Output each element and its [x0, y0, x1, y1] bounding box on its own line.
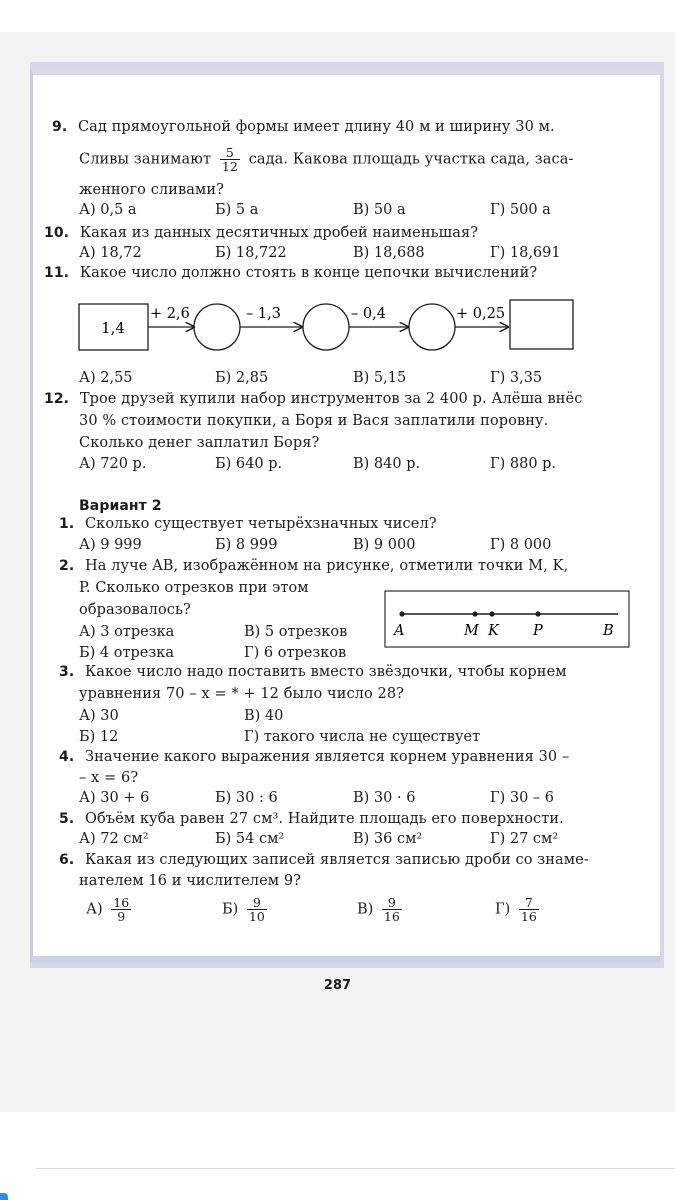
v2-answer-b: Б) 4 отрезка [79, 645, 174, 661]
q9-line2 [79, 146, 573, 173]
q11-circle-3 [409, 304, 455, 350]
v4-answer-c: В) 30 · 6 [353, 790, 416, 806]
v2-label-k: K [488, 623, 499, 639]
v6-answer-c-fraction [382, 896, 402, 923]
v6-text-1: Какая из следующих записей является записью дроби со знаме- [84, 852, 589, 868]
q9-answer-a: А) 0,5 а [79, 202, 137, 218]
v2-label-p: P [533, 623, 543, 639]
v2-point-m [472, 611, 477, 616]
v5-number: 5. [59, 811, 75, 827]
q10-line [44, 225, 478, 241]
v3-number: 3. [59, 664, 75, 680]
v6-answer-c-denominator: 16 [383, 909, 400, 924]
corner-indicator [0, 1193, 8, 1200]
q12-answer-d: Г) 880 р. [490, 456, 557, 472]
v2-point-a [399, 611, 404, 616]
v2-answer-d: Г) 6 отрезков [244, 645, 347, 661]
v1-answer-d: Г) 8 000 [490, 537, 552, 553]
q11-op-1: + 2,6 [150, 306, 190, 322]
v6-answer-d-fraction [519, 896, 539, 923]
v2-line2: P. Сколько отрезков при этом [79, 580, 309, 596]
bottom-divider [36, 1168, 675, 1169]
v6-answer-c-numerator: 9 [382, 896, 402, 910]
v2-label-m: M [464, 623, 479, 639]
q10-answer-c: В) 18,688 [353, 245, 425, 261]
v2-answer-a: А) 3 отрезка [79, 624, 175, 640]
v1-line [59, 516, 437, 532]
v4-number: 4. [59, 749, 75, 765]
q9-line1 [52, 119, 555, 135]
v6-line1 [59, 852, 589, 868]
v2-point-k [489, 611, 494, 616]
page-number: 287 [323, 978, 352, 993]
v6-answer-b-label: Б) [222, 901, 239, 918]
q12-text-1: Трое друзей купили набор инструментов за 2 400 р. Алёша внёс [79, 391, 583, 407]
v6-answer-b [222, 896, 271, 923]
v3-line1 [59, 664, 567, 680]
v3-answer-c: В) 40 [244, 708, 284, 724]
q11-answer-a: А) 2,55 [79, 370, 133, 386]
q11-answer-c: В) 5,15 [353, 370, 407, 386]
v3-answer-a: А) 30 [79, 708, 119, 724]
v1-number: 1. [59, 516, 75, 532]
q9-answer-b: Б) 5 а [215, 202, 259, 218]
q9-answer-c: В) 50 а [353, 202, 406, 218]
v3-text-1: Какое число надо поставить вместо звёздочки, чтобы корнем [84, 664, 567, 680]
v6-answer-a-label: А) [86, 901, 103, 918]
v3-line2: уравнения 70 – x = * + 12 было число 28? [79, 686, 405, 702]
q12-line1 [44, 391, 582, 407]
q11-answer-d: Г) 3,35 [490, 370, 543, 386]
q11-circle-1 [194, 304, 240, 350]
v4-answer-b: Б) 30 : 6 [215, 790, 278, 806]
v4-answer-a: А) 30 + 6 [79, 790, 150, 806]
v1-answer-b: Б) 8 999 [215, 537, 278, 553]
v6-answer-d-denominator: 16 [520, 909, 537, 924]
q9-text-2b: сада. Какова площадь участка сада, заса- [248, 151, 574, 168]
v6-answer-a-denominator: 9 [117, 909, 126, 924]
v6-number: 6. [59, 852, 75, 868]
v6-answer-b-fraction [247, 896, 267, 923]
v4-line2: – x = 6? [79, 770, 139, 786]
q9-text-1: Сад прямоугольной формы имеет длину 40 м и ширину 30 м. [77, 119, 555, 135]
v3-answer-d: Г) такого числа не существует [244, 729, 481, 745]
q11-calculation-chain [0, 290, 675, 365]
q10-answer-d: Г) 18,691 [490, 245, 561, 261]
v6-answer-d-numerator: 7 [519, 896, 539, 910]
v6-answer-d [495, 896, 543, 923]
q12-answer-b: Б) 640 р. [215, 456, 283, 472]
q11-circle-2 [303, 304, 349, 350]
v5-text: Объём куба равен 27 см³. Найдите площадь его поверхности. [84, 811, 564, 827]
v2-point-p [535, 611, 540, 616]
v1-answer-a: А) 9 999 [79, 537, 142, 553]
q9-number: 9. [52, 119, 68, 135]
v2-label-b: B [603, 623, 614, 639]
v6-answer-d-label: Г) [495, 901, 511, 918]
v6-answer-a-numerator: 16 [113, 895, 130, 910]
q11-start-value: 1,4 [101, 319, 125, 337]
q11-op-3: – 0,4 [351, 306, 386, 322]
viewer-bottom-panel [0, 1112, 675, 1200]
v6-answer-c-label: В) [357, 901, 374, 918]
v1-answer-c: В) 9 000 [353, 537, 416, 553]
q9-line3: женного сливами? [79, 182, 225, 198]
q9-answer-d: Г) 500 а [490, 202, 551, 218]
v5-line [59, 811, 564, 827]
q11-op-2: – 1,3 [246, 306, 281, 322]
v2-text-1: На луче AB, изображённом на рисунке, отметили точки M, K, [84, 558, 569, 574]
q11-line [44, 265, 537, 281]
q10-answer-a: А) 18,72 [79, 245, 142, 261]
v6-answer-a [86, 896, 135, 923]
q12-line3: Сколько денег заплатил Боря? [79, 435, 320, 451]
q12-line2: 30 % стоимости покупки, а Боря и Вася заплатили поровну. [79, 413, 549, 429]
q12-answer-c: В) 840 р. [353, 456, 421, 472]
q11-result-box [510, 300, 573, 349]
v2-number: 2. [59, 558, 75, 574]
v2-line1 [59, 558, 568, 574]
q11-op-4: + 0,25 [456, 306, 506, 322]
v2-answer-c: В) 5 отрезков [244, 624, 348, 640]
v6-answer-c [357, 896, 406, 923]
v5-answer-b: Б) 54 см² [215, 831, 285, 847]
v5-answer-d: Г) 27 см² [490, 831, 559, 847]
v2-line3: образовалось? [79, 602, 191, 618]
variant-heading: Вариант 2 [79, 498, 162, 514]
q12-number: 12. [44, 391, 70, 407]
v3-answer-b: Б) 12 [79, 729, 119, 745]
q9-fraction-denominator: 12 [221, 159, 238, 174]
v2-figure-frame [385, 591, 629, 647]
v2-label-a: A [394, 623, 405, 639]
v6-answer-a-fraction [111, 896, 131, 923]
v5-answer-c: В) 36 см² [353, 831, 423, 847]
v6-answer-b-denominator: 10 [248, 909, 265, 924]
q11-number: 11. [44, 265, 70, 281]
v1-text: Сколько существует четырёхзначных чисел? [84, 516, 437, 532]
q11-text: Какое число должно стоять в конце цепочки вычислений? [79, 265, 538, 281]
q12-answer-a: А) 720 р. [79, 456, 147, 472]
q11-answer-b: Б) 2,85 [215, 370, 269, 386]
q9-text-2a: Сливы занимают [79, 151, 212, 168]
q9-fraction [220, 146, 240, 173]
v5-answer-a: А) 72 см² [79, 831, 149, 847]
q10-answer-b: Б) 18,722 [215, 245, 287, 261]
v6-answer-b-numerator: 9 [247, 896, 267, 910]
v6-line2: нателем 16 и числителем 9? [79, 873, 302, 889]
v4-answer-d: Г) 30 – 6 [490, 790, 555, 806]
v4-text-1: Значение какого выражения является корнем уравнения 30 – [84, 749, 570, 765]
q9-fraction-numerator: 5 [220, 146, 240, 160]
v2-ray-figure [384, 590, 630, 648]
q10-number: 10. [44, 225, 70, 241]
q10-text: Какая из данных десятичных дробей наименьшая? [79, 225, 479, 241]
v4-line1 [59, 749, 569, 765]
viewer-top-bar [0, 0, 675, 32]
